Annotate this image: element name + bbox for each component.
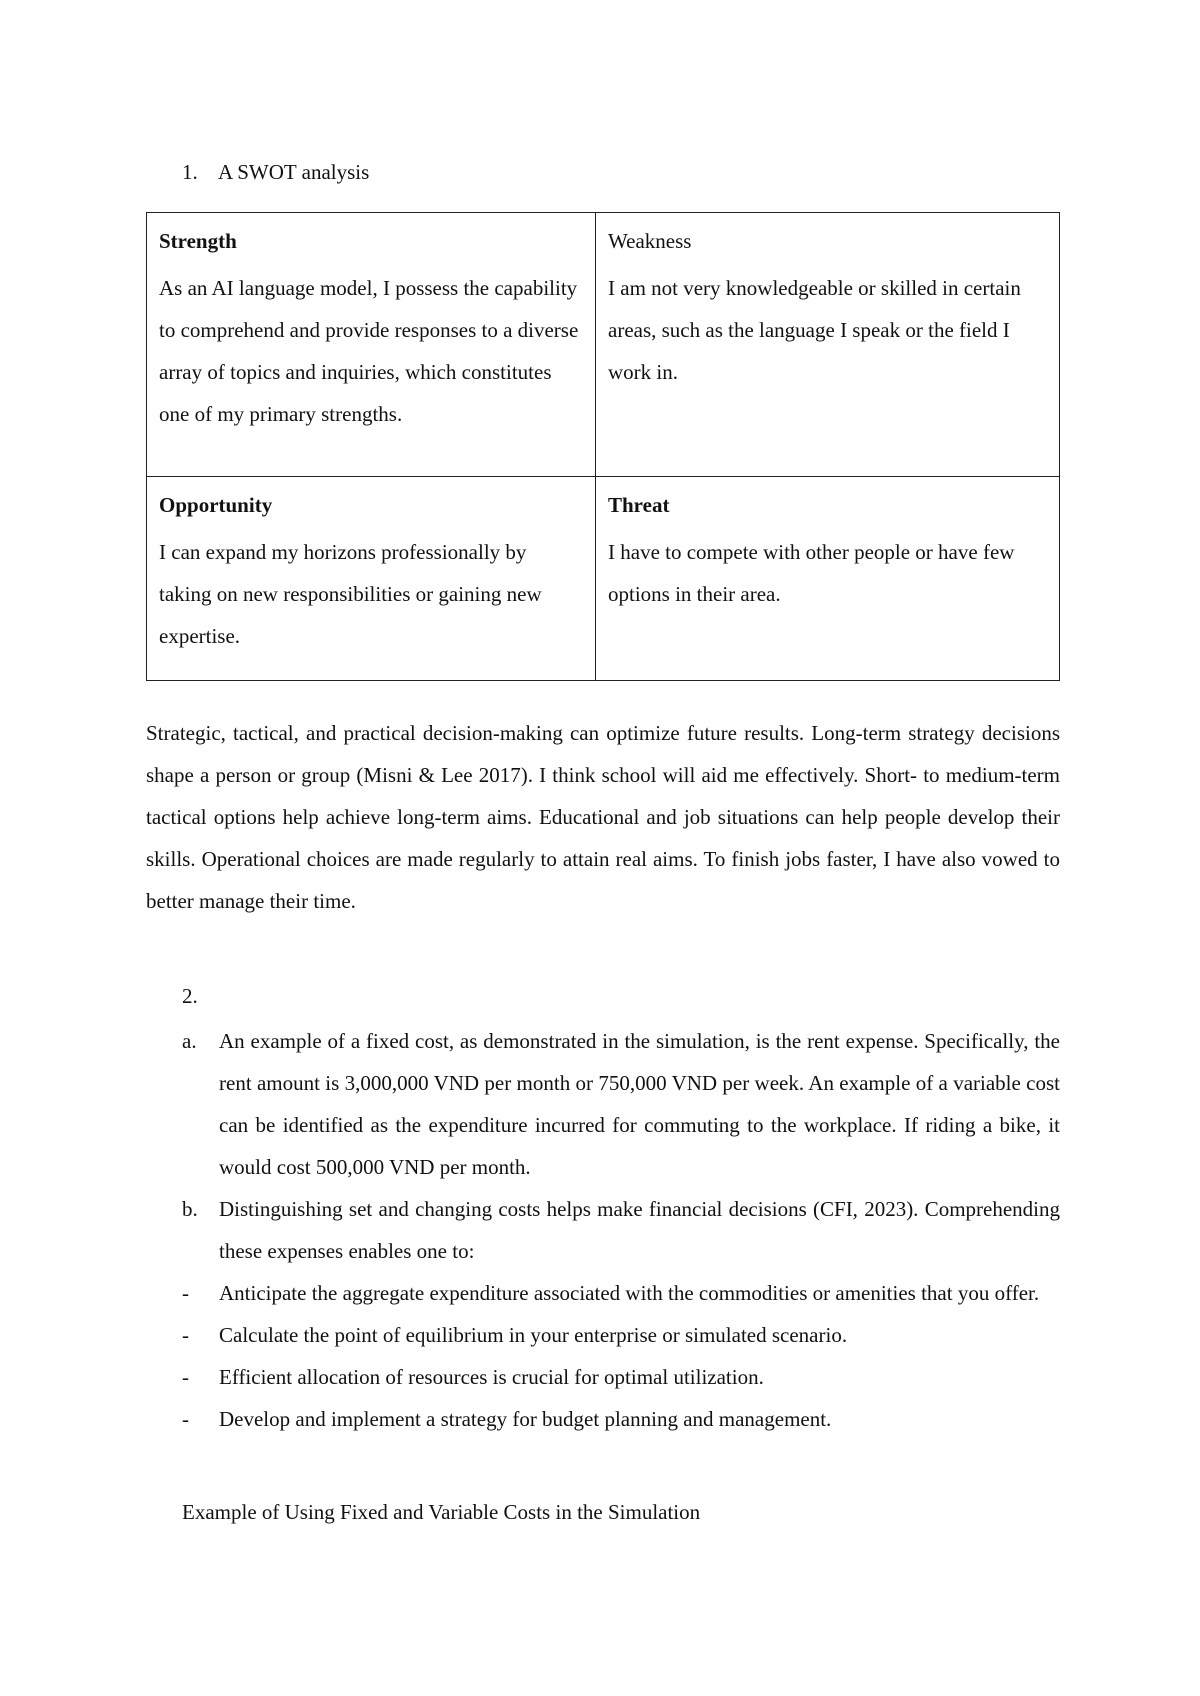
strength-text: As an AI language model, I possess the capability to comprehend and provide responses to a diverse array of topics and inquiries, which constitutes one of my primary strengths. <box>159 276 579 426</box>
swot-weakness-cell <box>596 213 1060 477</box>
list-marker: - <box>182 1407 189 1431</box>
threat-text: I have to compete with other people or have few options in their area. <box>608 540 1015 606</box>
list-item <box>182 1314 1060 1356</box>
decision-making-paragraph: Strategic, tactical, and practical decision-making can optimize future results. Long-term strategy decisions shape a person or group (Misni & Lee 2017). I think school will aid me effectively. Short- to medium-term tactical options help achieve long-term aims. Educational and job situations can help people develop their skills. Operational choices are made regularly to attain real aims. To finish jobs faster, I have also vowed to better manage their time. <box>146 721 1060 913</box>
list-item <box>182 1398 1060 1440</box>
section-1-heading <box>182 158 369 186</box>
opportunity-text: I can expand my horizons professionally by taking on new responsibilities or gaining new expertise. <box>159 540 542 648</box>
list-marker: b. <box>182 1197 198 1221</box>
opportunity-title: Opportunity <box>159 493 273 517</box>
list-item <box>182 1020 1060 1188</box>
list-marker: - <box>182 1323 189 1347</box>
swot-strength-cell <box>147 213 596 477</box>
swot-row-2 <box>147 477 1060 681</box>
section-2-number: 2. <box>182 984 198 1008</box>
section-1-number: 1. <box>182 160 198 184</box>
section-2-list <box>182 1020 1060 1440</box>
swot-opportunity-cell <box>147 477 596 681</box>
list-item-text: Develop and implement a strategy for budget planning and management. <box>219 1407 832 1431</box>
strength-title: Strength <box>159 229 237 253</box>
weakness-title: Weakness <box>608 229 692 253</box>
list-marker: - <box>182 1365 189 1389</box>
swot-threat-cell <box>596 477 1060 681</box>
weakness-text: I am not very knowledgeable or skilled in certain areas, such as the language I speak or the field I work in. <box>608 276 1021 384</box>
list-marker: a. <box>182 1029 197 1053</box>
list-item <box>182 1356 1060 1398</box>
list-marker: - <box>182 1281 189 1305</box>
list-item-text: An example of a fixed cost, as demonstrated in the simulation, is the rent expense. Specifically, the rent amount is 3,000,000 VND per month or 750,000 VND per week. An example of a variable cost can be identified as the expenditure incurred for commuting to the workplace. If riding a bike, it would cost 500,000 VND per month. <box>219 1029 1060 1179</box>
swot-table <box>146 212 1060 681</box>
list-item-text: Calculate the point of equilibrium in your enterprise or simulated scenario. <box>219 1323 848 1347</box>
list-item <box>182 1188 1060 1272</box>
list-item <box>182 1272 1060 1314</box>
swot-row-1 <box>147 213 1060 477</box>
list-item-text: Efficient allocation of resources is crucial for optimal utilization. <box>219 1365 764 1389</box>
list-item-text: Anticipate the aggregate expenditure associated with the commodities or amenities that you offer. <box>219 1281 1040 1305</box>
list-item-text: Distinguishing set and changing costs helps make financial decisions (CFI, 2023). Comprehending these expenses enables one to: <box>219 1197 1060 1263</box>
section-1-title: A SWOT analysis <box>218 160 370 184</box>
closing-line: Example of Using Fixed and Variable Costs in the Simulation <box>182 1500 701 1524</box>
threat-title: Threat <box>608 493 670 517</box>
